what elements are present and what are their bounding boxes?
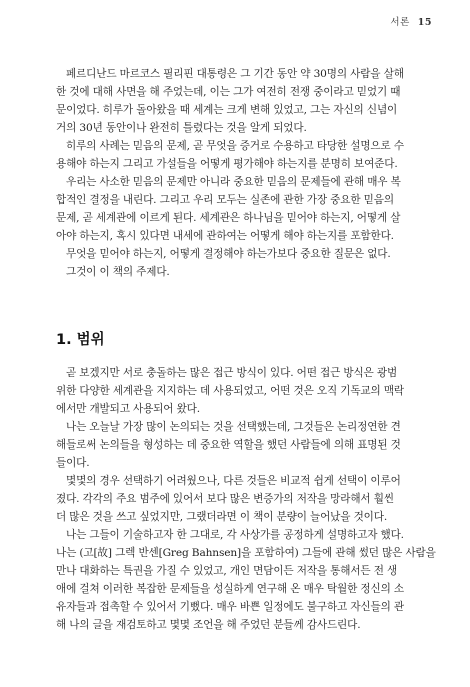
text-line: 나는 (고[故] 그렉 반센[Greg Bahnsen]을 포함하여) 그들에 관해 썼던 많은 사람을 [56, 547, 436, 559]
text-line: 나는 그들이 기술하고자 한 그대로, 각 사상가를 공정하게 설명하고자 했다. [66, 529, 404, 541]
text-line: 곧 보겠지만 서로 충돌하는 많은 접근 방식이 있다. 어떤 접근 방식은 광범 [66, 367, 398, 379]
text-line: 히루의 사례는 믿음의 문제, 곧 무엇을 증거로 수용하고 타당한 설명으로 수 [66, 140, 404, 152]
text-line: 문이었다. 히루가 돌아왔을 때 세계는 크게 변해 있었고, 그는 자신의 신념이 [56, 104, 398, 116]
text-line: 아야 하는지, 혹시 있다면 내세에 관하여는 어떻게 해야 하는지를 포함한다. [56, 230, 394, 242]
text-line: 한 것에 대해 사면을 해 주었는데, 이는 그가 여전히 전쟁 중이라고 믿었기 때 [56, 86, 401, 98]
scope-text-block [56, 364, 434, 634]
text-line: 무엇을 믿어야 하는지, 어떻게 결정해야 하는가보다 중요한 질문은 없다. [66, 248, 391, 260]
text-line: 거의 30년 동안이나 완전히 틀렸다는 것을 알게 되었다. [56, 122, 307, 134]
text-line: 페르디난드 마르코스 필리핀 대통령은 그 기간 동안 약 30명의 사람을 살해 [66, 68, 404, 80]
text-line: 들이다. [56, 457, 90, 469]
text-line: 유자들과 접촉할 수 있어서 기뻤다. 매우 바쁜 일정에도 불구하고 자신들의 관 [56, 601, 404, 613]
page-number: 15 [417, 17, 432, 28]
text-line: 그것이 이 책의 주제다. [66, 266, 170, 278]
text-line: 해 나의 글을 재검토하고 몇몇 조언을 해 주었던 분들께 감사드린다. [56, 619, 361, 631]
text-line: 애에 걸쳐 이러한 복잡한 문제들을 성실하게 연구해 온 매우 탁월한 정신의 소 [56, 583, 404, 595]
running-head-title: 서론 [390, 17, 410, 28]
text-line: 만나 대화하는 특권을 가질 수 있었고, 개인 면담이든 저작을 통해서든 전 생 [56, 565, 398, 577]
text-line: 에서만 개발되고 사용되어 왔다. [56, 403, 200, 415]
text-line: 합적인 결정을 내린다. 그리고 우리 모두는 실존에 관한 가장 중요한 믿음의 [56, 194, 394, 206]
text-line: 졌다. 각각의 주요 범주에 있어서 보다 많은 변증가의 저작을 망라해서 훨씬 [56, 493, 394, 505]
text-line: 용해야 하는지 그리고 가설들을 어떻게 평가해야 하는지를 분명히 보여준다. [56, 158, 398, 170]
text-line: 더 많은 것을 쓰고 싶었지만, 그랬더라면 이 책이 분량이 늘어났을 것이다. [56, 511, 388, 523]
intro-text-block [56, 65, 434, 281]
text-line: 문제, 곧 세계관에 이르게 된다. 세계관은 하나님을 믿어야 하는지, 어떻게 살 [56, 212, 401, 224]
running-head [390, 14, 432, 28]
section-heading: 1. 범위 [56, 332, 105, 348]
text-line: 우리는 사소한 믿음의 문제만 아니라 중요한 믿음의 문제들에 관해 매우 복 [66, 176, 401, 188]
text-line: 해들로써 논의들을 형성하는 데 중요한 역할을 했던 사람들에 의해 표명된 것 [56, 439, 401, 451]
text-line: 나는 오늘날 가장 많이 논의되는 것을 선택했는데, 그것들은 논리정연한 견 [66, 421, 401, 433]
text-line: 몇몇의 경우 선택하기 어려웠으나, 다른 것들은 비교적 쉽게 선택이 이루어 [66, 475, 401, 487]
text-line: 위한 다양한 세계관을 지지하는 데 사용되었고, 어떤 것은 오직 기독교의 맥락 [56, 385, 404, 397]
